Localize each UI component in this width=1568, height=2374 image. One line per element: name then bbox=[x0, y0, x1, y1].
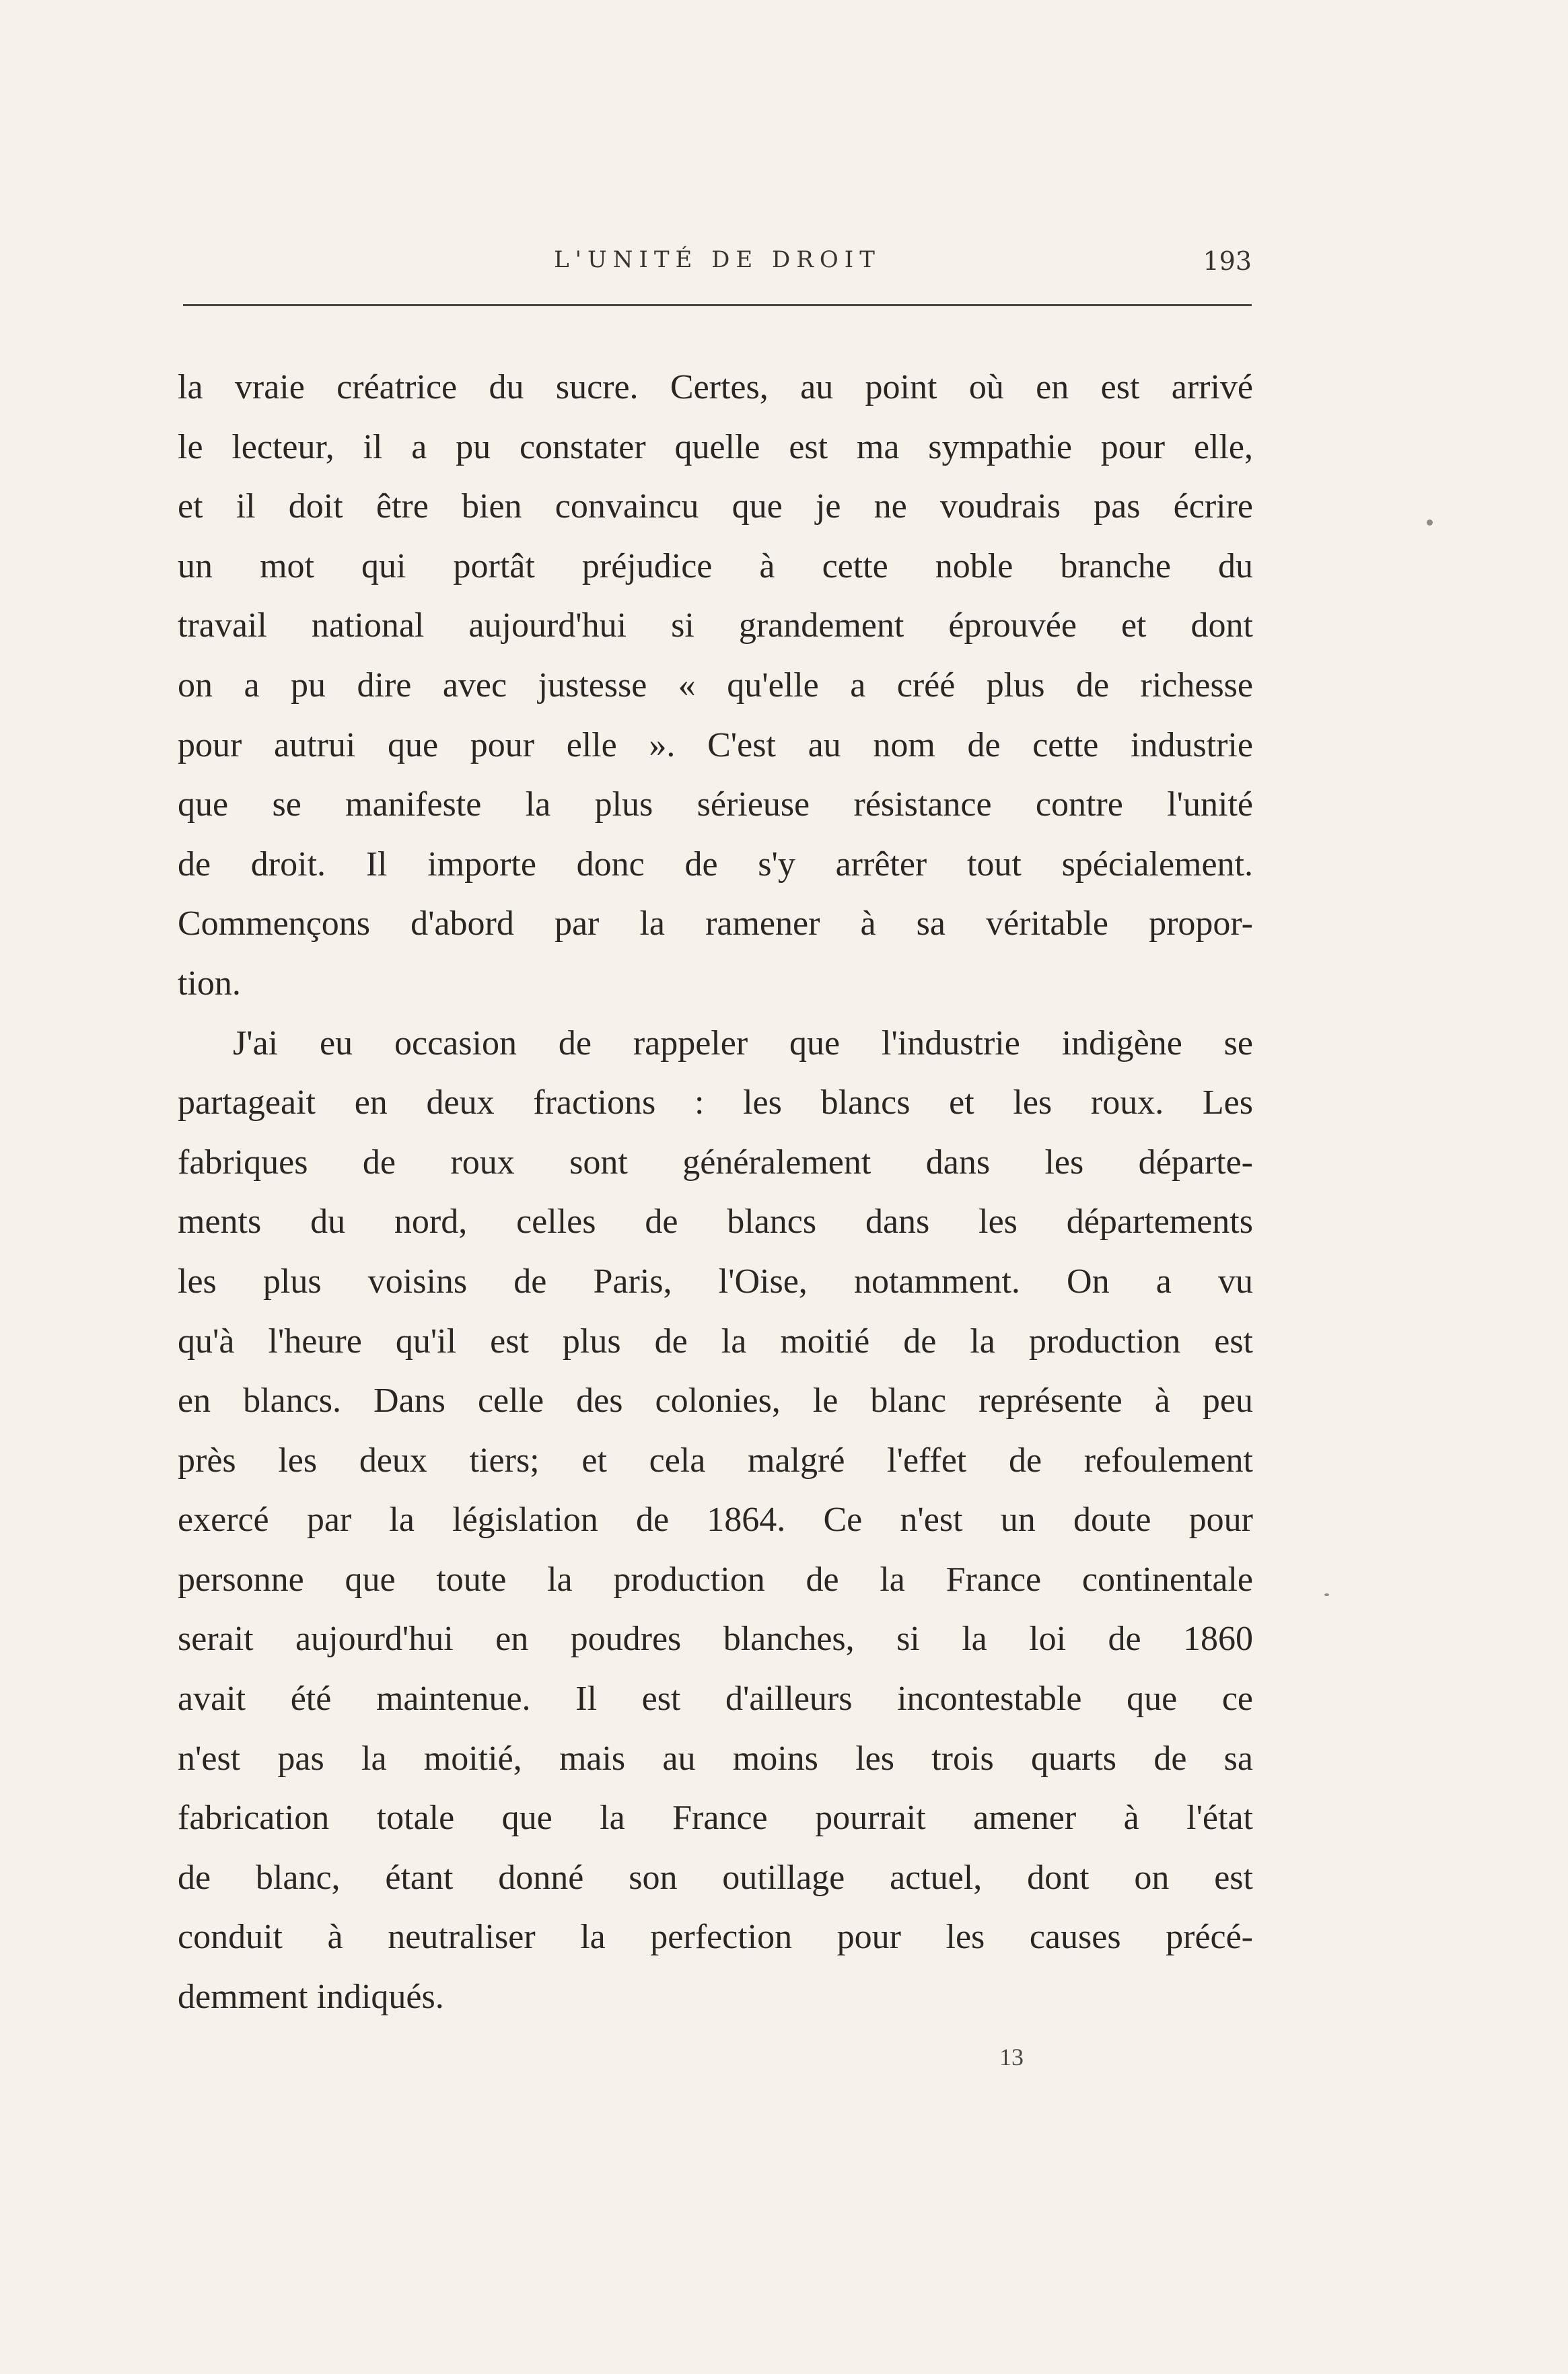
text-line: le lecteur, il a pu constater quelle est ma sympathie pour elle, bbox=[178, 427, 1253, 466]
body-text bbox=[178, 358, 1253, 2027]
text-line: serait aujourd'hui en poudres blanches, si la loi de 1860 bbox=[178, 1620, 1253, 1659]
text-line: de blanc, étant donné son outillage actuel, dont on est bbox=[178, 1858, 1253, 1897]
text-line: n'est pas la moitié, mais au moins les trois quarts de sa bbox=[178, 1739, 1253, 1778]
text-line: ments du nord, celles de blancs dans les départements bbox=[178, 1202, 1253, 1242]
text-line: en blancs. Dans celle des colonies, le blanc représente à peu bbox=[178, 1381, 1253, 1420]
text-line: que se manifeste la plus sérieuse résistance contre l'unité bbox=[178, 785, 1253, 824]
running-head bbox=[183, 246, 1252, 279]
text-line: qu'à l'heure qu'il est plus de la moitié de la production est bbox=[178, 1322, 1253, 1361]
text-line: et il doit être bien convaincu que je ne voudrais pas écrire bbox=[178, 487, 1253, 526]
text-line: près les deux tiers; et cela malgré l'effet de refoulement bbox=[178, 1441, 1253, 1480]
page-number: 193 bbox=[1203, 246, 1252, 276]
text-line: fabrication totale que la France pourrait amener à l'état bbox=[178, 1799, 1253, 1838]
paragraph-1 bbox=[178, 358, 1253, 1014]
text-line: exercé par la législation de 1864. Ce n'est un doute pour bbox=[178, 1501, 1253, 1540]
running-title: L'UNITÉ DE DROIT bbox=[554, 246, 881, 273]
header-rule bbox=[183, 304, 1252, 306]
text-line: travail national aujourd'hui si grandement éprouvée et dont bbox=[178, 606, 1253, 645]
text-line: conduit à neutraliser la perfection pour les causes précé- bbox=[178, 1918, 1253, 1957]
text-line: demment indiqués. bbox=[178, 1978, 444, 2017]
text-line: les plus voisins de Paris, l'Oise, notamment. On a vu bbox=[178, 1262, 1253, 1301]
text-line: tion. bbox=[178, 964, 241, 1003]
text-line: pour autrui que pour elle ». C'est au nom de cette industrie bbox=[178, 725, 1253, 764]
text-line: J'ai eu occasion de rappeler que l'industrie indigène se bbox=[233, 1023, 1253, 1063]
paper-speck bbox=[1427, 519, 1433, 526]
signature-mark: 13 bbox=[999, 2044, 1024, 2071]
text-line: fabriques de roux sont généralement dans les départe- bbox=[178, 1143, 1253, 1182]
text-line: on a pu dire avec justesse « qu'elle a créé plus de richesse bbox=[178, 666, 1253, 705]
text-line: partageait en deux fractions : les blancs et les roux. Les bbox=[178, 1083, 1253, 1122]
text-line: de droit. Il importe donc de s'y arrêter tout spécialement. bbox=[178, 844, 1253, 884]
text-line: personne que toute la production de la France continentale bbox=[178, 1560, 1253, 1599]
text-line: la vraie créatrice du sucre. Certes, au point où en est arrivé bbox=[178, 368, 1253, 406]
paragraph-2 bbox=[178, 1014, 1253, 2027]
text-line: un mot qui portât préjudice à cette noble branche du bbox=[178, 546, 1253, 585]
text-line: avait été maintenue. Il est d'ailleurs incontestable que ce bbox=[178, 1680, 1253, 1719]
paper-speck bbox=[1324, 1593, 1329, 1596]
text-line: Commençons d'abord par la ramener à sa véritable propor- bbox=[178, 904, 1253, 943]
